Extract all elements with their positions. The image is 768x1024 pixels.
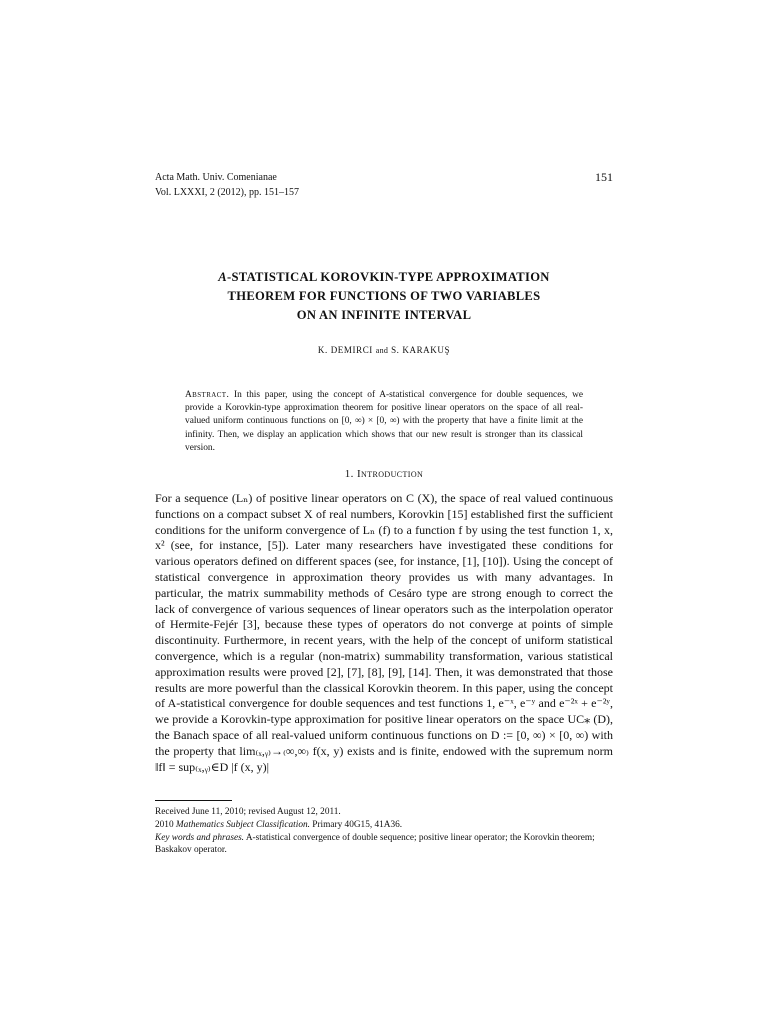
title-line-1 bbox=[155, 268, 613, 287]
msc-codes: Primary 40G15, 41A36. bbox=[312, 819, 403, 830]
author-conjunction: and bbox=[375, 346, 389, 355]
msc-year: 2010 bbox=[155, 819, 174, 830]
keywords bbox=[155, 832, 613, 858]
paper-title bbox=[155, 268, 613, 325]
title-italic-a: A bbox=[218, 270, 227, 284]
journal-volume: Vol. LXXXI, 2 (2012), pp. 151–157 bbox=[155, 187, 299, 198]
paragraph-1: For a sequence (Lₙ) of positive linear operators on C (X), the space of real valued continuous functions on a compact subset X of real numbers, Korovkin [15] established first the sufficient conditions for the uniform convergence of Lₙ (f) to a function f by using the test function 1, x, x² (see, for instance, [5]). Later many researchers have investigated these conditions for various operators defined on different spaces (see, for instance, [1], [10]). Using the concept of statistical convergence in approximation theory provides us with many advantages. In particular, the matrix summability methods of Cesáro type are strong enough to correct the lack of convergence of various sequences of linear operators such as the interpolation operator of Hermite-Fejér [3], because these types of operators do not converge at points of simple discontinuity. Furthermore, in recent years, with the help of the concept of uniform statistical convergence, which is a regular (non-matrix) summability transformation, various statistical approximation results were proved [2], [7], [8], [9], [14]. Then, it was demonstrated that those results are more powerful than the classical Korovkin theorem. In this paper, using the concept of A-statistical convergence for double sequences and test functions 1, e⁻ˣ, e⁻ʸ and e⁻²ˣ + e⁻²ʸ, we provide a Korovkin-type approximation for positive linear operators on the space UC⁎ (D), the Banach space of all real-valued uniform continuous functions on D := [0, ∞) × [0, ∞) with the property that lim₍ₓ,ᵧ₎→₍∞,∞₎ f(x, y) exists and is finite, endowed with the supremum norm ‖f‖ = sup₍ₓ,ᵧ₎∈D |f (x, y)| bbox=[155, 491, 613, 774]
title-line-2: THEOREM FOR FUNCTIONS OF TWO VARIABLES bbox=[227, 289, 541, 303]
author-1: K. DEMIRCI bbox=[317, 345, 373, 355]
keywords-text: A-statistical convergence of double sequence; positive linear operator; the Korovkin theorem; Baskakov operator. bbox=[155, 832, 595, 856]
body-text bbox=[155, 491, 613, 775]
title-line-1-rest: -STATISTICAL KOROVKIN-TYPE APPROXIMATION bbox=[227, 270, 550, 284]
msc-label: Mathematics Subject Classification. bbox=[175, 819, 310, 830]
abstract bbox=[185, 389, 583, 455]
journal-name: Acta Math. Univ. Comenianae bbox=[155, 172, 277, 183]
author-line bbox=[155, 345, 613, 355]
section-title: Introduction bbox=[356, 468, 424, 480]
section-number: 1. bbox=[344, 468, 354, 480]
abstract-label: Abstract. bbox=[185, 390, 230, 400]
title-line-3: ON AN INFINITE INTERVAL bbox=[296, 308, 472, 322]
running-header bbox=[155, 170, 613, 200]
msc-classification bbox=[155, 819, 613, 832]
footnotes bbox=[155, 806, 613, 857]
section-heading bbox=[155, 468, 613, 480]
page-number: 151 bbox=[595, 170, 613, 184]
keywords-label: Key words and phrases. bbox=[155, 832, 245, 843]
author-2: S. KARAKUŞ bbox=[391, 345, 451, 355]
abstract-text: In this paper, using the concept of A-statistical convergence for double sequences, we provide a Korovkin-type approximation theorem for positive linear operators on the space of all real-valued uniform continuous functions on [0, ∞) × [0, ∞) with the property that have a finite limit at the infinity. Then, we display an application which shows that our new result is stronger than its classical version. bbox=[185, 390, 584, 453]
received-dates: Received June 11, 2010; revised August 12, 2011. bbox=[155, 807, 341, 817]
footnote-rule bbox=[155, 800, 232, 801]
